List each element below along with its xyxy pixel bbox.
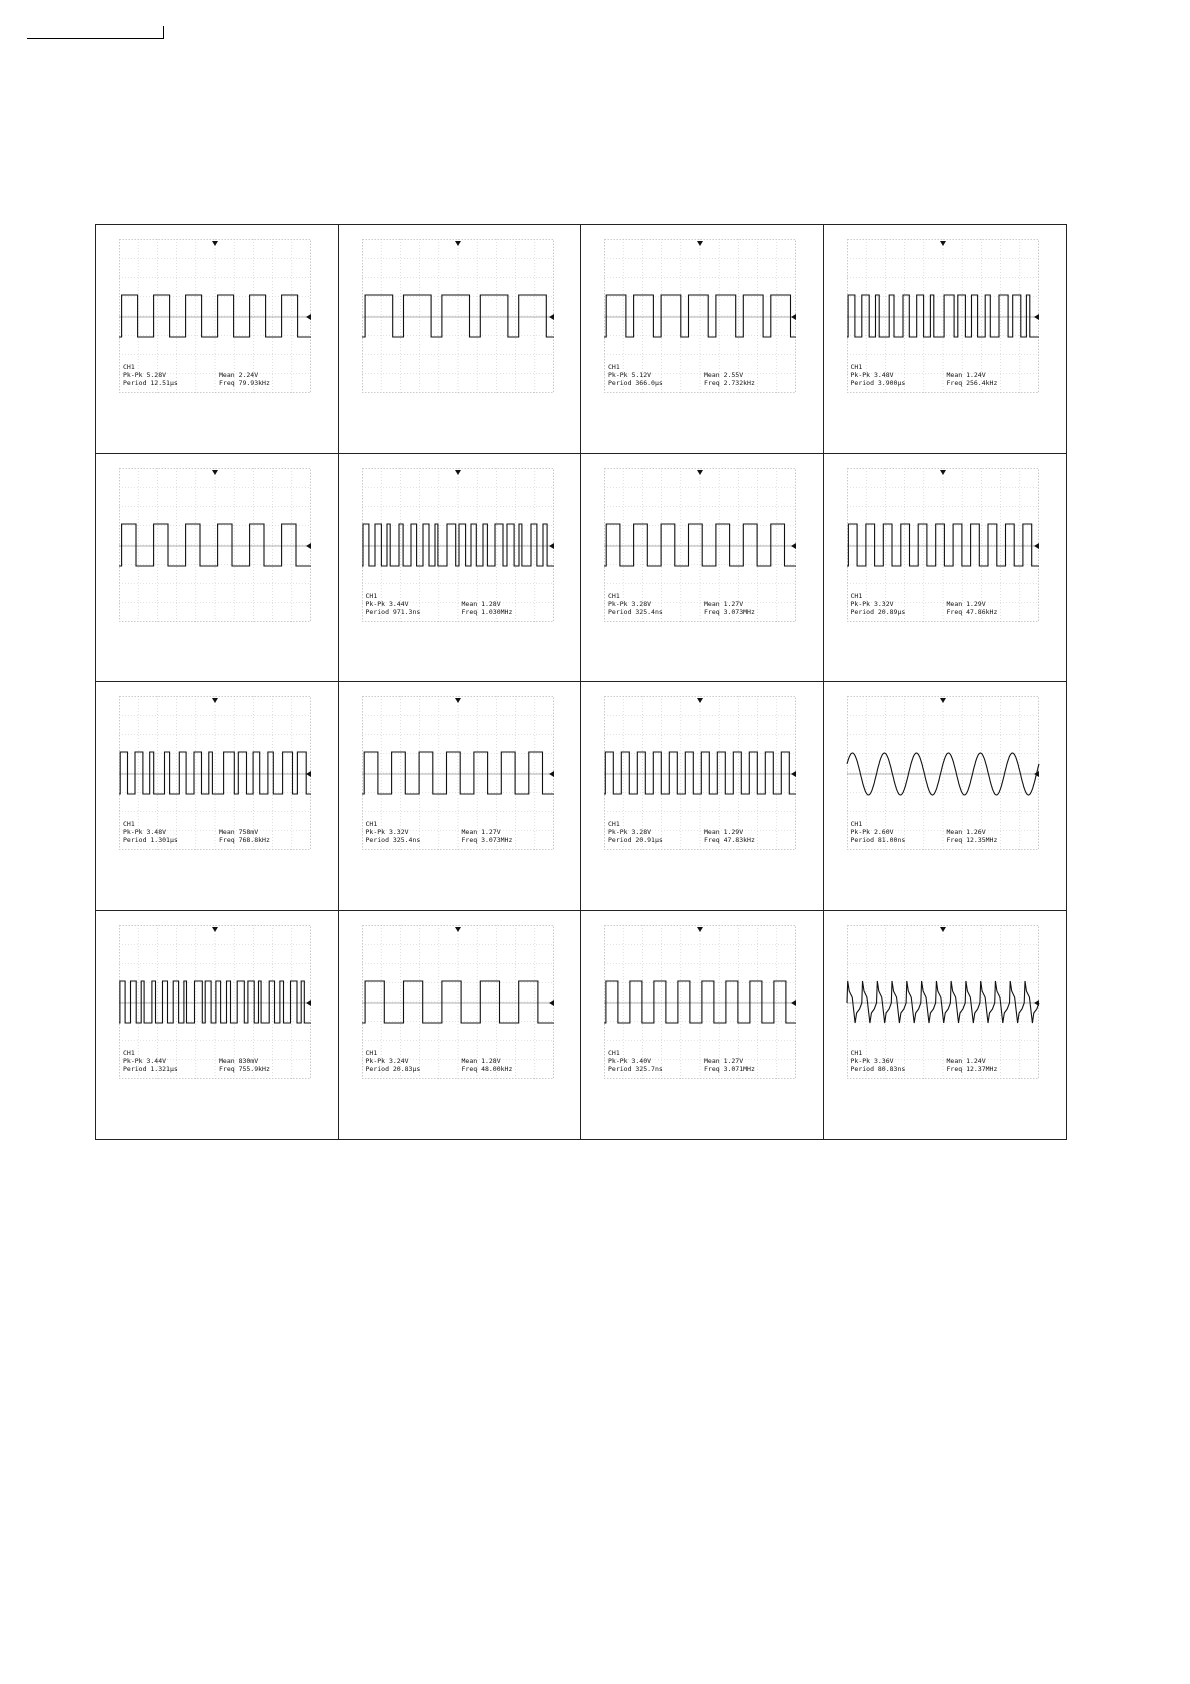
trigger-marker-icon [940, 470, 946, 475]
oscilloscope-trace [119, 468, 311, 622]
measurement-readout-left [366, 1049, 421, 1073]
oscilloscope-screen [847, 925, 1039, 1079]
readout-period: Period 1.321µs [123, 1064, 178, 1073]
scope-cell [339, 911, 582, 1140]
readout-ch: CH1 [123, 363, 135, 371]
oscilloscope-screen [847, 696, 1039, 850]
readout-ch: CH1 [365, 820, 378, 828]
scope-cell [339, 225, 582, 454]
readout-freq: Freq 2.732kHz [704, 379, 755, 387]
oscilloscope-screen [604, 468, 796, 622]
oscilloscope-screen [119, 239, 311, 393]
readout-pkpk: Pk-Pk 2.60V [850, 828, 894, 836]
oscilloscope-screen [362, 239, 554, 393]
readout-freq: Freq 768.8kHz [219, 836, 270, 844]
measurement-readout-left [366, 592, 421, 616]
readout-mean: Mean 830mV [219, 1056, 259, 1065]
measurement-readout-right [947, 1057, 998, 1073]
measurement-readout-left [608, 1049, 663, 1073]
readout-mean: Mean 1.28V [461, 1056, 501, 1065]
level-marker-icon [1034, 314, 1039, 320]
measurement-readout-right [219, 1057, 270, 1073]
readout-mean: Mean 1.24V [946, 371, 986, 379]
measurement-readout-left [851, 363, 906, 387]
readout-mean: Mean 2.24V [219, 371, 259, 379]
readout-freq: Freq 1.030MHz [461, 607, 513, 616]
readout-period: Period 366.0µs [608, 379, 663, 387]
level-marker-icon [549, 1000, 554, 1006]
level-marker-icon [306, 543, 311, 549]
trigger-marker-icon [212, 927, 218, 932]
trigger-marker-icon [212, 698, 218, 703]
measurement-readout-right [219, 828, 270, 844]
readout-period: Period 20.89µs [850, 607, 906, 616]
trigger-marker-icon [940, 927, 946, 932]
readout-pkpk: Pk-Pk 5.28V [123, 371, 167, 379]
oscilloscope-screen [847, 468, 1039, 622]
trigger-marker-icon [697, 698, 703, 703]
readout-mean: Mean 1.27V [461, 828, 501, 836]
readout-mean: Mean 1.28V [461, 599, 501, 608]
readout-period: Period 3.900µs [850, 379, 906, 387]
trigger-marker-icon [212, 241, 218, 246]
readout-pkpk: Pk-Pk 3.24V [365, 1056, 409, 1065]
oscilloscope-screen [119, 696, 311, 850]
scope-cell [581, 911, 824, 1140]
level-marker-icon [306, 1000, 311, 1006]
measurement-readout-right [947, 371, 998, 387]
readout-pkpk: Pk-Pk 3.32V [850, 599, 894, 608]
readout-mean: Mean 2.55V [704, 371, 744, 379]
level-marker-icon [791, 314, 796, 320]
readout-ch: CH1 [608, 591, 620, 600]
readout-ch: CH1 [850, 820, 863, 828]
readout-freq: Freq 3.071MHz [704, 1064, 755, 1073]
oscilloscope-screen [119, 925, 311, 1079]
readout-pkpk: Pk-Pk 3.32V [365, 828, 409, 836]
measurement-readout-left [851, 1049, 906, 1073]
readout-freq: Freq 12.37MHz [946, 1064, 998, 1073]
readout-pkpk: Pk-Pk 3.40V [608, 1056, 652, 1065]
readout-ch: CH1 [123, 1048, 135, 1057]
readout-ch: CH1 [850, 1048, 863, 1057]
readout-ch: CH1 [608, 363, 620, 371]
readout-period: Period 325.7ns [608, 1064, 663, 1073]
readout-freq: Freq 256.4kHz [946, 379, 998, 387]
readout-freq: Freq 755.9kHz [219, 1064, 270, 1073]
readout-period: Period 80.83ns [850, 1064, 906, 1073]
readout-pkpk: Pk-Pk 3.44V [123, 1056, 167, 1065]
scope-cell [96, 682, 339, 911]
level-marker-icon [791, 543, 796, 549]
readout-mean: Mean 1.27V [704, 599, 744, 608]
trigger-marker-icon [212, 470, 218, 475]
level-marker-icon [549, 543, 554, 549]
readout-mean: Mean 1.24V [946, 1056, 986, 1065]
scope-cell [581, 454, 824, 683]
scope-cell [824, 225, 1067, 454]
trigger-marker-icon [455, 241, 461, 246]
measurement-readout-right [219, 371, 270, 387]
measurement-readout-right [704, 371, 755, 387]
measurement-readout-left [366, 820, 421, 844]
trigger-marker-icon [697, 241, 703, 246]
header-rule [27, 38, 164, 39]
oscilloscope-screen [604, 239, 796, 393]
readout-freq: Freq 12.35MHz [946, 836, 998, 844]
readout-ch: CH1 [608, 820, 620, 828]
readout-period: Period 12.51µs [123, 379, 178, 387]
scope-cell [581, 682, 824, 911]
level-marker-icon [791, 1000, 796, 1006]
readout-mean: Mean 1.29V [946, 599, 986, 608]
oscilloscope-screen [119, 468, 311, 622]
scope-cell [96, 454, 339, 683]
measurement-readout-left [608, 592, 663, 616]
readout-period: Period 20.91µs [608, 836, 663, 844]
readout-pkpk: Pk-Pk 3.36V [850, 1056, 894, 1065]
level-marker-icon [791, 771, 796, 777]
readout-ch: CH1 [850, 591, 863, 600]
readout-pkpk: Pk-Pk 3.28V [608, 599, 652, 608]
trigger-marker-icon [940, 241, 946, 246]
scope-cell [824, 911, 1067, 1140]
readout-freq: Freq 3.073MHz [461, 836, 513, 844]
readout-mean: Mean 758mV [219, 828, 259, 836]
oscilloscope-trace [362, 239, 554, 393]
readout-ch: CH1 [123, 820, 135, 828]
readout-period: Period 971.3ns [365, 607, 421, 616]
readout-period: Period 325.4ns [365, 836, 421, 844]
level-marker-icon [306, 314, 311, 320]
measurement-readout-right [462, 600, 513, 616]
readout-freq: Freq 47.86kHz [946, 607, 998, 616]
trigger-marker-icon [455, 927, 461, 932]
waveform-grid [95, 224, 1067, 1140]
readout-pkpk: Pk-Pk 3.48V [123, 828, 167, 836]
oscilloscope-screen [604, 696, 796, 850]
readout-ch: CH1 [365, 591, 378, 600]
readout-mean: Mean 1.27V [704, 1056, 744, 1065]
level-marker-icon [549, 771, 554, 777]
readout-freq: Freq 47.83kHz [704, 836, 755, 844]
level-marker-icon [549, 314, 554, 320]
scope-cell [96, 911, 339, 1140]
readout-ch: CH1 [608, 1048, 620, 1057]
scope-cell [581, 225, 824, 454]
measurement-readout-right [947, 600, 998, 616]
oscilloscope-screen [362, 468, 554, 622]
readout-period: Period 325.4ns [608, 607, 663, 616]
readout-pkpk: Pk-Pk 3.28V [608, 828, 652, 836]
readout-pkpk: Pk-Pk 3.44V [365, 599, 409, 608]
readout-period: Period 1.301µs [123, 836, 178, 844]
measurement-readout-left [608, 820, 663, 844]
measurement-readout-right [704, 828, 755, 844]
readout-ch: CH1 [365, 1048, 378, 1057]
measurement-readout-right [462, 1057, 513, 1073]
readout-mean: Mean 1.29V [704, 828, 744, 836]
measurement-readout-left [123, 820, 178, 844]
scope-cell [96, 225, 339, 454]
oscilloscope-screen [362, 925, 554, 1079]
measurement-readout-right [462, 828, 513, 844]
readout-pkpk: Pk-Pk 3.48V [850, 371, 894, 379]
readout-period: Period 20.83µs [365, 1064, 421, 1073]
header-rule-tick [163, 26, 164, 39]
scope-cell [339, 454, 582, 683]
measurement-readout-left [851, 592, 906, 616]
measurement-readout-left [608, 363, 663, 387]
measurement-readout-left [123, 1049, 178, 1073]
readout-freq: Freq 79.93kHz [219, 379, 270, 387]
trigger-marker-icon [940, 698, 946, 703]
oscilloscope-screen [362, 696, 554, 850]
measurement-readout-right [704, 1057, 755, 1073]
measurement-readout-right [704, 600, 755, 616]
readout-freq: Freq 48.00kHz [461, 1064, 513, 1073]
measurement-readout-left [851, 820, 906, 844]
readout-mean: Mean 1.26V [946, 828, 986, 836]
readout-period: Period 81.00ns [850, 836, 906, 844]
trigger-marker-icon [455, 698, 461, 703]
readout-ch: CH1 [850, 363, 863, 371]
scope-cell [824, 454, 1067, 683]
scope-cell [824, 682, 1067, 911]
trigger-marker-icon [697, 927, 703, 932]
scope-cell [339, 682, 582, 911]
oscilloscope-screen [847, 239, 1039, 393]
level-marker-icon [1034, 543, 1039, 549]
measurement-readout-left [123, 363, 178, 387]
readout-freq: Freq 3.073MHz [704, 607, 755, 616]
readout-pkpk: Pk-Pk 5.12V [608, 371, 652, 379]
oscilloscope-screen [604, 925, 796, 1079]
measurement-readout-right [947, 828, 998, 844]
trigger-marker-icon [697, 470, 703, 475]
trigger-marker-icon [455, 470, 461, 475]
